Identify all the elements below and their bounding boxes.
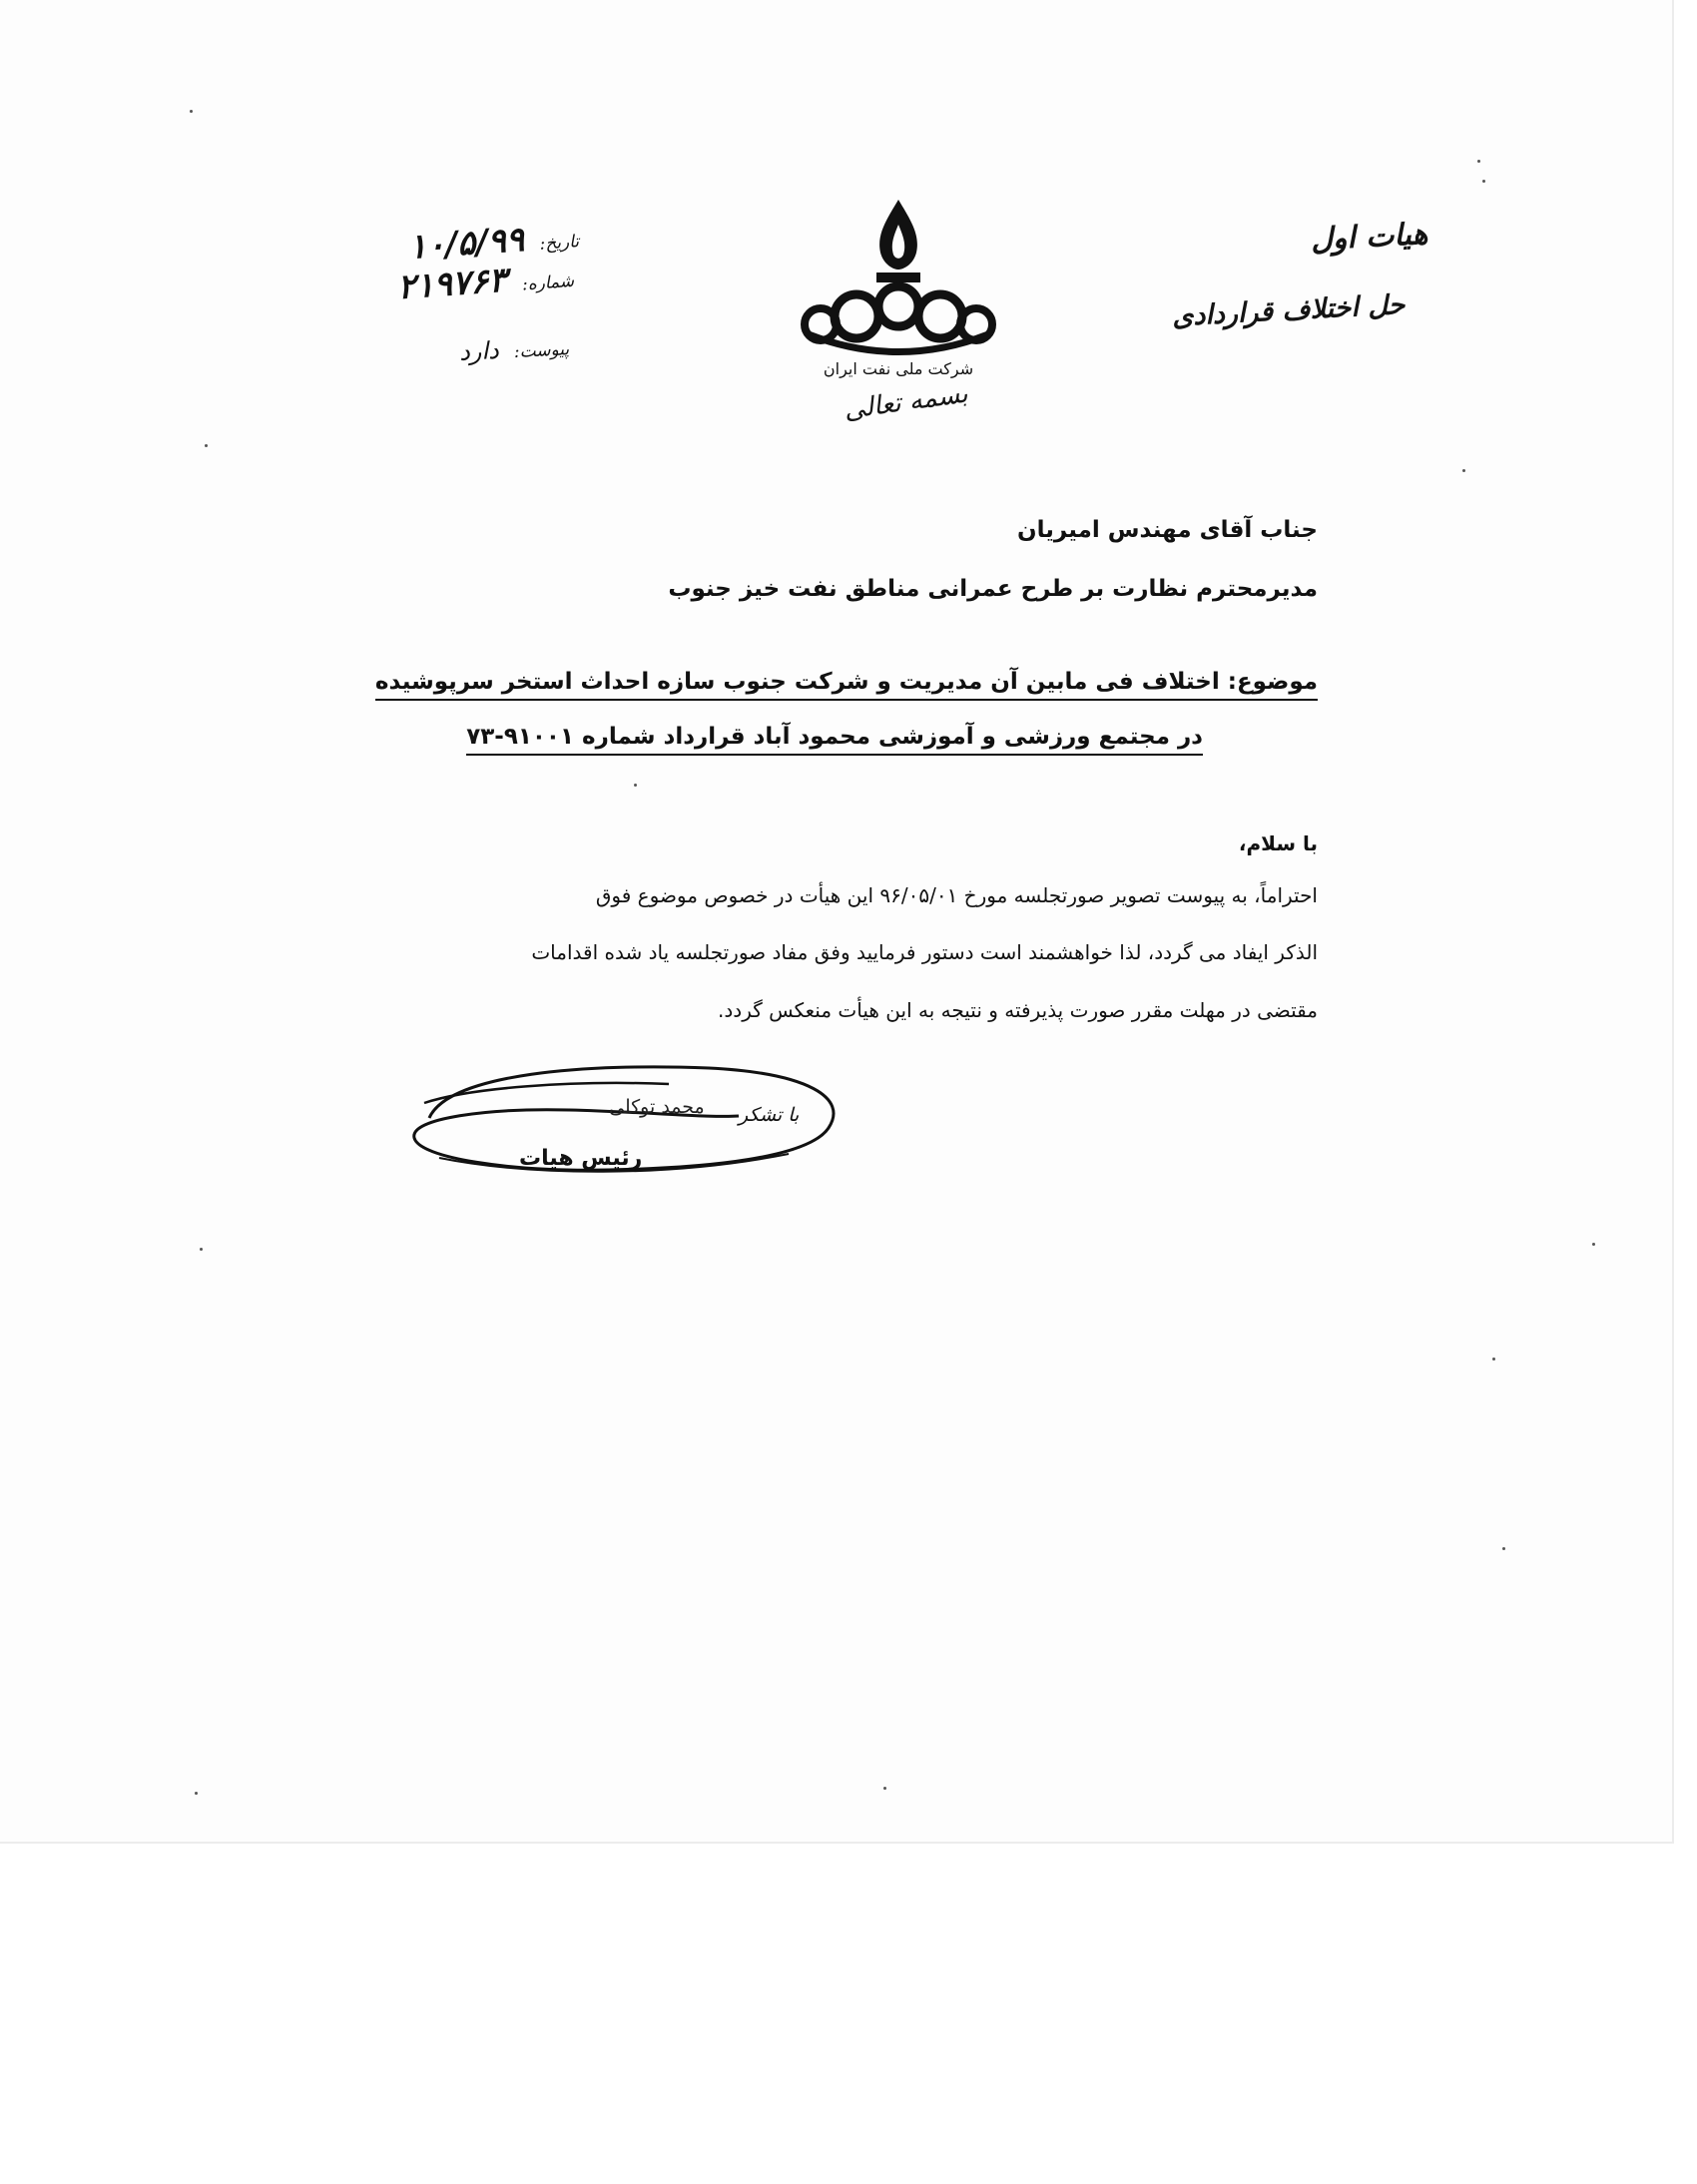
greeting: با سلام،: [1238, 831, 1318, 855]
signer-name: محمد توکلی: [609, 1096, 705, 1118]
scan-speck: [1477, 160, 1480, 163]
scan-speck: [200, 1248, 203, 1251]
attachment-value: دارد: [458, 335, 500, 366]
logo-text: شرکت ملی نفت ایران: [823, 359, 974, 378]
signer-title: رئیس هیات: [519, 1146, 643, 1171]
board-subtitle: حل اختلاف قراردادی: [1170, 288, 1406, 333]
attachment-line: [458, 332, 569, 366]
scan-speck: [634, 784, 637, 787]
date-value: ۱۰/۵/۹۹: [407, 219, 526, 268]
scan-speck: [1592, 1243, 1595, 1246]
number-value: ۲۱۹۷۶۳: [396, 260, 509, 308]
subject-line-2: در مجتمع ورزشی و آموزشی محمود آباد قرارداد شماره ۹۱۰۰۱-۷۳: [466, 724, 1203, 756]
scan-speck: [883, 1787, 886, 1790]
body-line-3: مقتضی در مهلت مقرر صورت پذیرفته و نتیجه به این هیأت منعکس گردد.: [718, 998, 1318, 1022]
date-label: تاریخ:: [539, 232, 580, 255]
number-label: شماره:: [521, 271, 575, 295]
scan-speck: [1462, 469, 1465, 472]
body-line-1: احتراماً، به پیوست تصویر صورتجلسه مورخ ۹۶/۰۵/۰۱ این هیأت در خصوص موضوع فوق: [595, 883, 1318, 907]
signature-mark: با تشکر: [739, 1104, 800, 1126]
board-title: هیات اول: [1309, 216, 1428, 259]
attachment-label: پیوست:: [513, 339, 570, 362]
scan-speck: [205, 444, 208, 447]
scan-speck: [1492, 1358, 1495, 1361]
scan-speck: [195, 1792, 198, 1795]
company-logo: [799, 195, 998, 384]
scan-speck: [1502, 1547, 1505, 1550]
bismillah: بسمه تعالی: [842, 378, 970, 426]
recipient-name: جناب آقای مهندس امیریان: [1017, 517, 1318, 543]
scan-speck: [190, 110, 193, 113]
subject-line-1: موضوع: اختلاف فی مابین آن مدیریت و شرکت جنوب سازه احداث استخر سرپوشیده: [375, 669, 1318, 701]
recipient-title: مدیرمحترم نظارت بر طرح عمرانی مناطق نفت خیز جنوب: [668, 576, 1318, 602]
body-line-2: الذکر ایفاد می گردد، لذا خواهشمند است دستور فرمایید وفق مفاد صورتجلسه یاد شده اقدامات: [531, 940, 1318, 964]
scan-speck: [1482, 180, 1485, 183]
